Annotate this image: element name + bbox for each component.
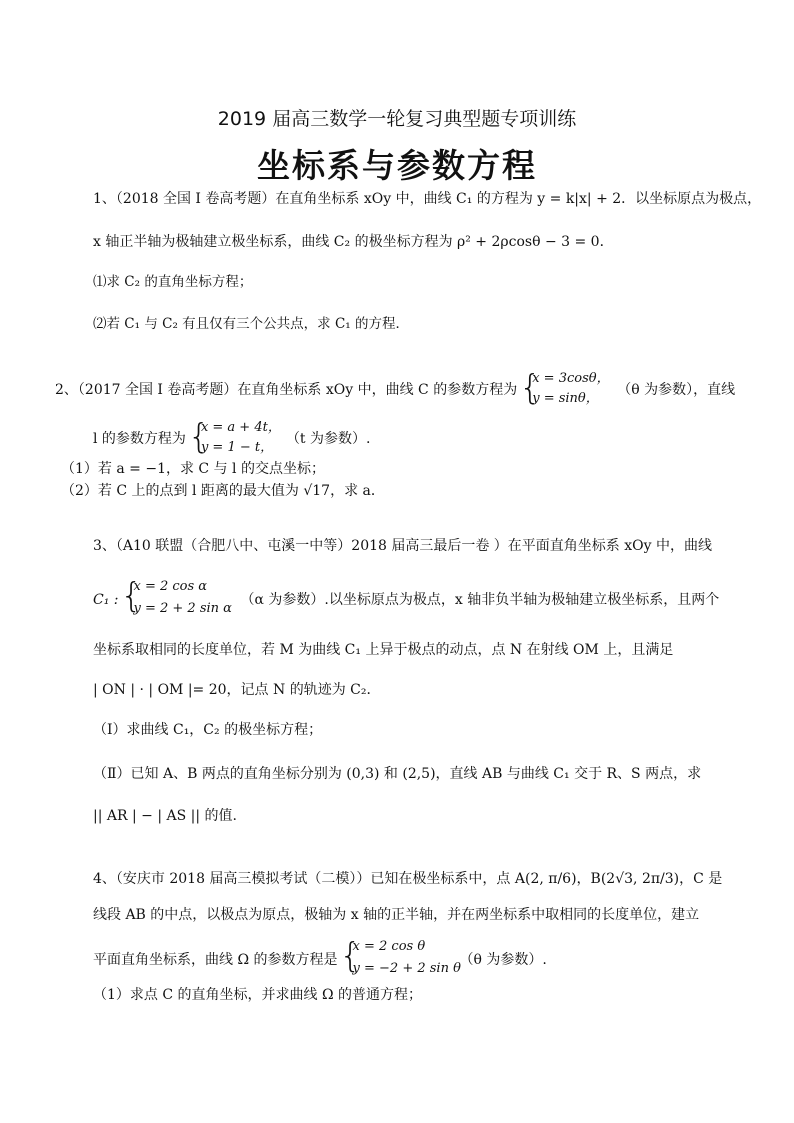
q2-line-param-note: （t 为参数）. xyxy=(285,431,371,447)
q1-line-2: x 轴正半轴为极轴建立极坐标系，曲线 C₂ 的极坐标方程为 ρ² + 2ρcosθ − 3 = 0． xyxy=(93,234,614,250)
q2-curve-eq-1: x = 3cosθ， xyxy=(532,371,610,386)
q3-c1-system xyxy=(121,578,239,622)
left-brace-icon: { xyxy=(120,576,143,616)
left-brace-icon: { xyxy=(519,368,541,408)
q2-line-label: l 的参数方程为 xyxy=(93,431,186,447)
q3-part-2-cont: || AR | − | AS || 的值. xyxy=(93,808,237,824)
q3-line-2-text: （α 为参数）.以坐标原点为极点，x 轴非负半轴为极轴建立极坐标系，且两个 xyxy=(240,592,720,608)
q2-part-1: （1）若 a = −1，求 C 与 l 的交点坐标； xyxy=(61,461,325,477)
q3-line-1: 3、（A10 联盟（合肥八中、屯溪一中等）2018 届高三最后一卷 ）在平面直角坐标系 xOy 中，曲线 xyxy=(93,538,712,554)
left-brace-icon: { xyxy=(187,417,210,457)
q4-omega-eq-2: y = −2 + 2 sin θ xyxy=(352,961,461,976)
q2-param-note: （θ 为参数），直线 xyxy=(617,382,736,398)
q4-omega-eq-1: x = 2 cos θ xyxy=(352,939,426,954)
q3-part-2: （Ⅱ）已知 A、B 两点的直角坐标分别为 (0,3) 和 (2,5)，直线 AB 与曲线 C₁ 交于 R、S 两点，求 xyxy=(93,766,702,782)
left-brace-icon: { xyxy=(339,936,362,976)
q2-curve-eq-2: y = sinθ， xyxy=(532,391,599,406)
q3-line-3: 坐标系取相同的长度单位，若 M 为曲线 C₁ 上异于极点的动点，点 N 在射线 OM 上，且满足 xyxy=(93,642,674,658)
q4-line-1: 4、（安庆市 2018 届高三模拟考试（二模））已知在极坐标系中，点 A(2, π/6)，B(2√3, 2π/3)，C 是 xyxy=(93,871,723,887)
q3-c1-label: C₁ : xyxy=(93,592,119,608)
q2-line-system xyxy=(188,419,284,459)
q4-omega-system xyxy=(339,936,461,982)
q3-c1-eq-2: y = 2 + 2 sin α xyxy=(133,601,232,616)
q3-part-1: （Ⅰ）求曲线 C₁，C₂ 的极坐标方程； xyxy=(93,722,323,738)
q3-line-2 xyxy=(93,578,719,622)
q1-part-1: ⑴求 C₂ 的直角坐标方程； xyxy=(93,274,253,290)
q2-line-eq-1: x = a + 4t， xyxy=(200,420,281,435)
q4-line-3 xyxy=(93,938,547,982)
q1-line-1: 1、（2018 全国 I 卷高考题）在直角坐标系 xOy 中，曲线 C₁ 的方程为 y = k|x| + 2．以坐标原点为极点， xyxy=(93,191,762,207)
document-title: 坐标系与参数方程 xyxy=(257,146,537,185)
q3-c1-eq-1: x = 2 cos α xyxy=(133,579,208,594)
q1-part-2: ⑵若 C₁ 与 C₂ 有且仅有三个公共点，求 C₁ 的方程． xyxy=(93,316,409,332)
document-subtitle: 2019 届高三数学一轮复习典型题专项训练 xyxy=(217,108,577,130)
q2-intro-text: 2、（2017 全国 I 卷高考题）在直角坐标系 xOy 中，曲线 C 的参数方程为 xyxy=(55,382,518,398)
q4-param-note: （θ 为参数）. xyxy=(459,952,547,968)
q4-line-2: 线段 AB 的中点，以极点为原点，极轴为 x 轴的正半轴，并在两坐标系中取相同的长度单位，建立 xyxy=(93,907,700,923)
q2-curve-system xyxy=(519,370,615,410)
q4-part-1: （1）求点 C 的直角坐标，并求曲线 Ω 的普通方程； xyxy=(93,987,423,1003)
q4-line-3-intro: 平面直角坐标系，曲线 Ω 的参数方程是 xyxy=(93,952,338,968)
q2-line-1 xyxy=(55,370,735,410)
q2-part-2: （2）若 C 上的点到 l 距离的最大值为 √17，求 a． xyxy=(61,483,385,499)
q2-line-eq-2: y = 1 − t， xyxy=(200,440,274,455)
q2-line-2 xyxy=(93,419,370,459)
q3-line-4: | ON | · | OM |= 20，记点 N 的轨迹为 C₂． xyxy=(93,682,381,698)
